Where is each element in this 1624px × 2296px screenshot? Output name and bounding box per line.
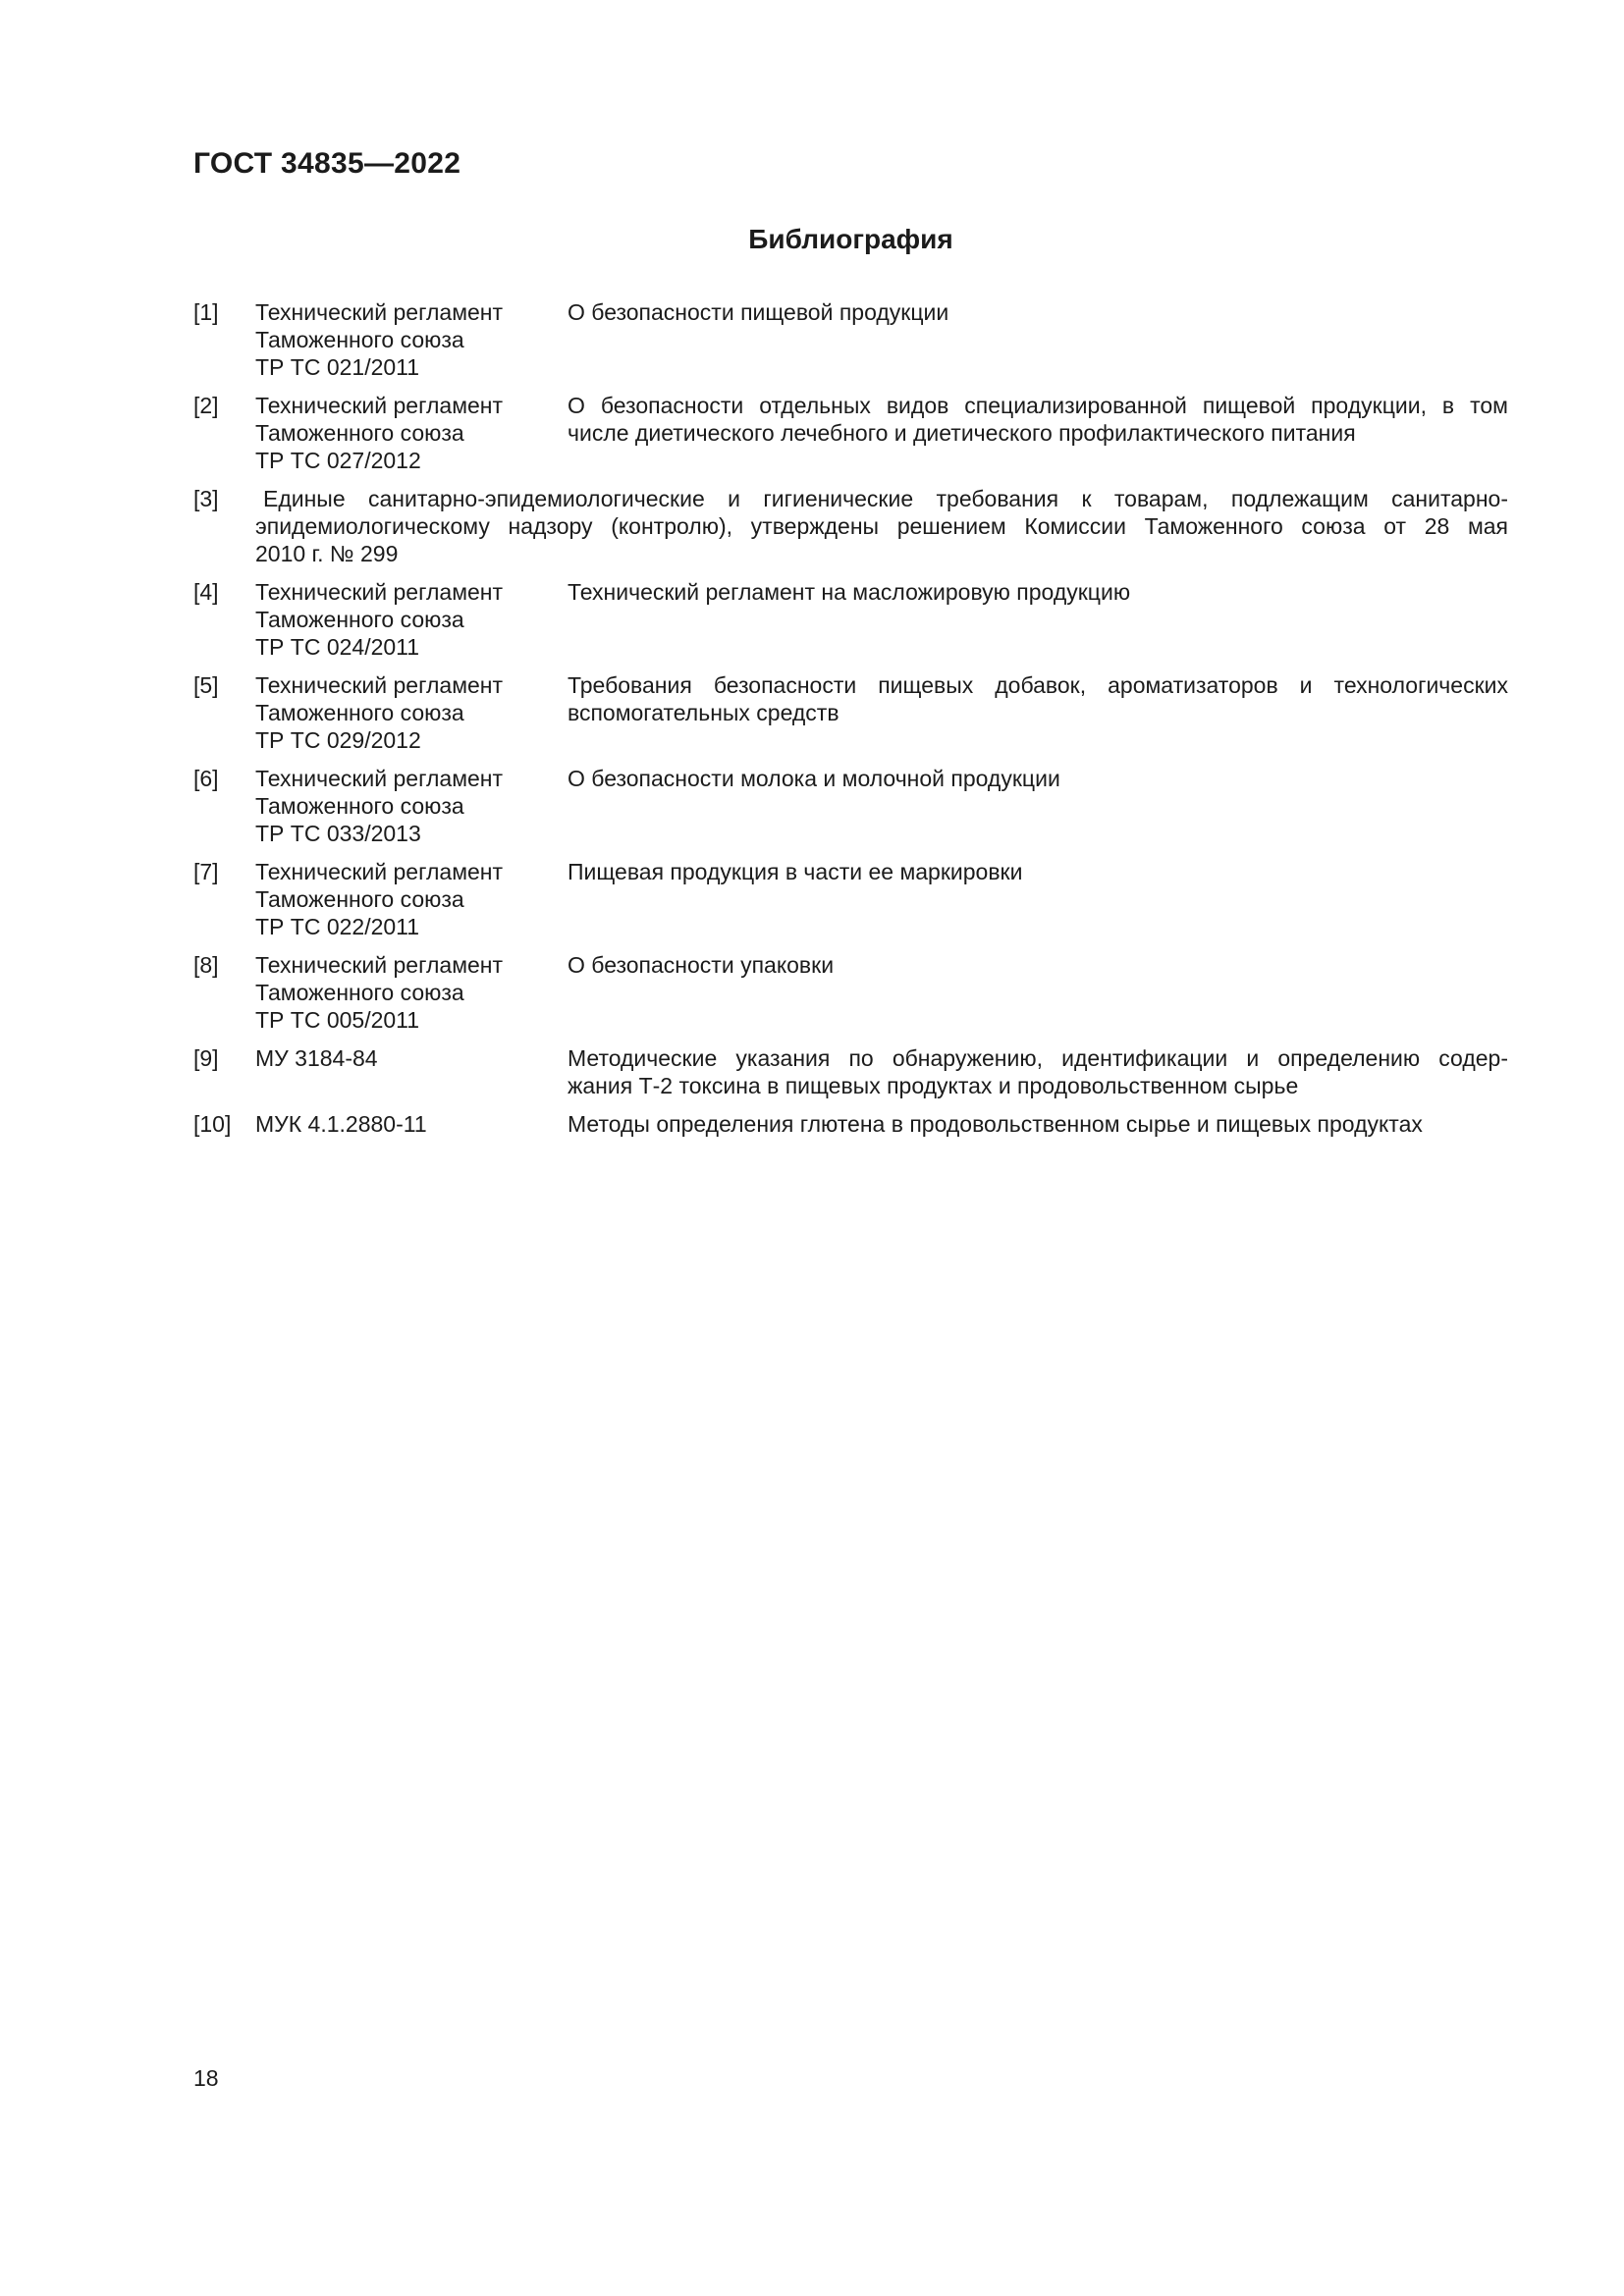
entry-number: [3] [193, 486, 219, 511]
source-line: Технический регламент [255, 393, 504, 418]
entry-description [568, 1110, 1508, 1138]
entry-number: [10] [193, 1111, 232, 1137]
bibliography-entry [193, 298, 1508, 381]
description-line: О безопасности пищевой продукции [568, 299, 949, 325]
source-line: МУ 3184-84 [255, 1045, 378, 1071]
entry-description [568, 1044, 1508, 1099]
source-line: ТР ТС 029/2012 [255, 727, 421, 753]
bibliography-list [193, 298, 1508, 1148]
entry-source [255, 671, 568, 754]
paragraph-line: 2010 г. № 299 [255, 541, 399, 566]
entry-number: [9] [193, 1045, 219, 1071]
entry-number: [6] [193, 766, 219, 791]
page-number: 18 [193, 2065, 219, 2091]
description-line: жания Т-2 токсина в пищевых продуктах и продовольственном сырье [568, 1073, 1299, 1098]
source-line: МУК 4.1.2880-11 [255, 1111, 427, 1137]
source-line: Технический регламент [255, 299, 504, 325]
source-line: Таможенного союза [255, 886, 464, 912]
description-line: О безопасности упаковки [568, 952, 835, 978]
bibliography-entry [193, 1044, 1508, 1099]
entry-description [568, 578, 1508, 661]
entry-number: [4] [193, 579, 219, 605]
source-line: Технический регламент [255, 859, 504, 884]
entry-source [255, 858, 568, 940]
source-line: Таможенного союза [255, 420, 464, 446]
entry-description [568, 671, 1508, 754]
entry-source [255, 298, 568, 381]
entry-source [255, 578, 568, 661]
source-line: ТР ТС 005/2011 [255, 1007, 420, 1033]
entry-number: [8] [193, 952, 219, 978]
source-line: Технический регламент [255, 766, 504, 791]
description-line: Требования безопасности пищевых добавок, ароматизаторов и технологических [568, 672, 1508, 698]
source-line: Технический регламент [255, 672, 504, 698]
paragraph-line: Единые санитарно-эпидемиологические и гигиенические требования к товарам, подлежащим санитарно- [263, 486, 1508, 511]
source-line: ТР ТС 027/2012 [255, 448, 421, 473]
bibliography-entry [193, 485, 1508, 567]
bibliography-entry [193, 578, 1508, 661]
description-line: числе диетического лечебного и диетического профилактического питания [568, 420, 1356, 446]
entry-source [255, 1110, 568, 1138]
source-line: Таможенного союза [255, 980, 464, 1005]
source-line: ТР ТС 022/2011 [255, 914, 420, 939]
description-line: О безопасности отдельных видов специализированной пищевой продукции, в том [568, 393, 1508, 418]
description-line: Методы определения глютена в продовольственном сырье и пищевых продуктах [568, 1111, 1423, 1137]
bibliography-entry [193, 671, 1508, 754]
source-line: Таможенного союза [255, 793, 464, 819]
source-line: Технический регламент [255, 579, 504, 605]
description-line: Методические указания по обнаружению, идентификации и определению содер- [568, 1045, 1508, 1071]
source-line: Таможенного союза [255, 327, 464, 352]
document-header: ГОСТ 34835—2022 [193, 147, 461, 180]
description-line: О безопасности молока и молочной продукции [568, 766, 1060, 791]
source-line: Таможенного союза [255, 607, 464, 632]
entry-number: [1] [193, 299, 219, 325]
entry-paragraph [255, 485, 1508, 567]
bibliography-entry [193, 951, 1508, 1034]
entry-number: [7] [193, 859, 219, 884]
description-line: вспомогательных средств [568, 700, 839, 725]
entry-description [568, 298, 1508, 381]
source-line: ТР ТС 024/2011 [255, 634, 420, 660]
source-line: ТР ТС 033/2013 [255, 821, 421, 846]
entry-description [568, 858, 1508, 940]
entry-source [255, 1044, 568, 1099]
entry-description [568, 392, 1508, 474]
entry-description [568, 765, 1508, 847]
bibliography-entry [193, 392, 1508, 474]
entry-description [568, 951, 1508, 1034]
entry-number: [2] [193, 393, 219, 418]
bibliography-entry [193, 858, 1508, 940]
description-line: Технический регламент на масложировую продукцию [568, 579, 1131, 605]
entry-source [255, 765, 568, 847]
source-line: Технический регламент [255, 952, 504, 978]
source-line: ТР ТС 021/2011 [255, 354, 420, 380]
entry-source [255, 951, 568, 1034]
bibliography-entry [193, 1110, 1508, 1138]
description-line: Пищевая продукция в части ее маркировки [568, 859, 1023, 884]
bibliography-entry [193, 765, 1508, 847]
entry-source [255, 392, 568, 474]
section-title: Библиография [748, 224, 953, 254]
paragraph-line: эпидемиологическому надзору (контролю), утверждены решением Комиссии Таможенного союза от 28 мая [255, 513, 1508, 539]
source-line: Таможенного союза [255, 700, 464, 725]
entry-number: [5] [193, 672, 219, 698]
